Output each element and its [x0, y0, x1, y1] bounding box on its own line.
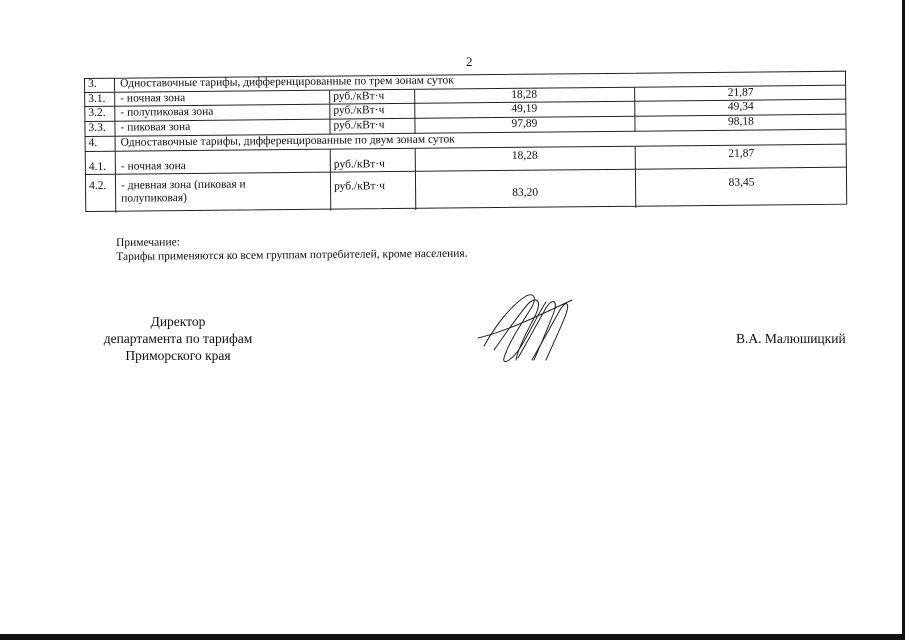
- zone-label: - ночная зона: [120, 160, 186, 173]
- column-divider: [114, 78, 115, 92]
- tariff-value-1: 18,28: [511, 88, 538, 101]
- zone-label: - полупиковая зона: [120, 105, 214, 119]
- tariff-value-2: 98,18: [727, 115, 754, 128]
- note: [116, 233, 468, 264]
- signer-department: департамента по тарифам: [103, 331, 253, 346]
- column-divider: [114, 122, 115, 137]
- unit-label: руб./кВт·ч: [333, 90, 385, 103]
- scan-edge-bottom: [0, 634, 905, 640]
- unit-label: руб./кВт·ч: [333, 158, 385, 171]
- signer-region: Приморского края: [125, 348, 231, 363]
- zone-label: - пиковая зона: [120, 120, 191, 134]
- zone-label: [117, 173, 331, 218]
- note-text: Тарифы применяются ко всем группам потребителей, кроме населения.: [116, 247, 468, 263]
- row-number: 3.1.: [88, 92, 106, 105]
- handwritten-signature: [474, 288, 578, 368]
- zone-label-line-2: полупиковая): [121, 192, 188, 205]
- signer-name: В.А. Малюшицкий: [736, 331, 846, 346]
- page-number: 2: [466, 54, 473, 69]
- zone-label-line-1: - дневная зона (пиковая и: [120, 178, 246, 192]
- tariff-value-2: 83,45: [728, 176, 755, 189]
- row-number: 4.2.: [88, 179, 107, 192]
- zone-label: - ночная зона: [120, 92, 186, 105]
- section-heading: Одноставочные тарифы, дифференцированные по трем зонам суток: [119, 74, 454, 90]
- row-number: 3.: [87, 77, 97, 90]
- row-number: 4.: [88, 136, 98, 149]
- tariff-value-2: 21,87: [728, 147, 755, 160]
- column-divider: [114, 107, 115, 122]
- tariff-value-1: 18,28: [511, 149, 538, 162]
- signer-position: [80, 313, 276, 364]
- unit-label: руб./кВт·ч: [333, 119, 385, 132]
- tariff-value-1: 49,19: [511, 102, 538, 115]
- tariff-value-2: 21,87: [727, 86, 754, 99]
- column-divider: [114, 93, 115, 107]
- note-title: Примечание:: [116, 236, 180, 249]
- tariff-table: [84, 71, 847, 212]
- tariff-value-1: 97,89: [511, 117, 538, 130]
- tariff-value-2: 49,34: [727, 100, 754, 113]
- signer-title: Директор: [150, 314, 206, 329]
- row-number: 3.3.: [88, 121, 106, 134]
- unit-label: руб./кВт·ч: [333, 104, 385, 117]
- column-divider: [115, 137, 116, 152]
- section-heading: Одноставочные тарифы, дифференцированные по двум зонам суток: [120, 133, 455, 149]
- table-row: [85, 167, 847, 213]
- tariff-value-1: 83,20: [512, 186, 539, 199]
- row-number: 4.1.: [88, 160, 107, 173]
- row-number: 3.2.: [88, 106, 106, 119]
- unit-label: руб./кВт·ч: [333, 180, 386, 193]
